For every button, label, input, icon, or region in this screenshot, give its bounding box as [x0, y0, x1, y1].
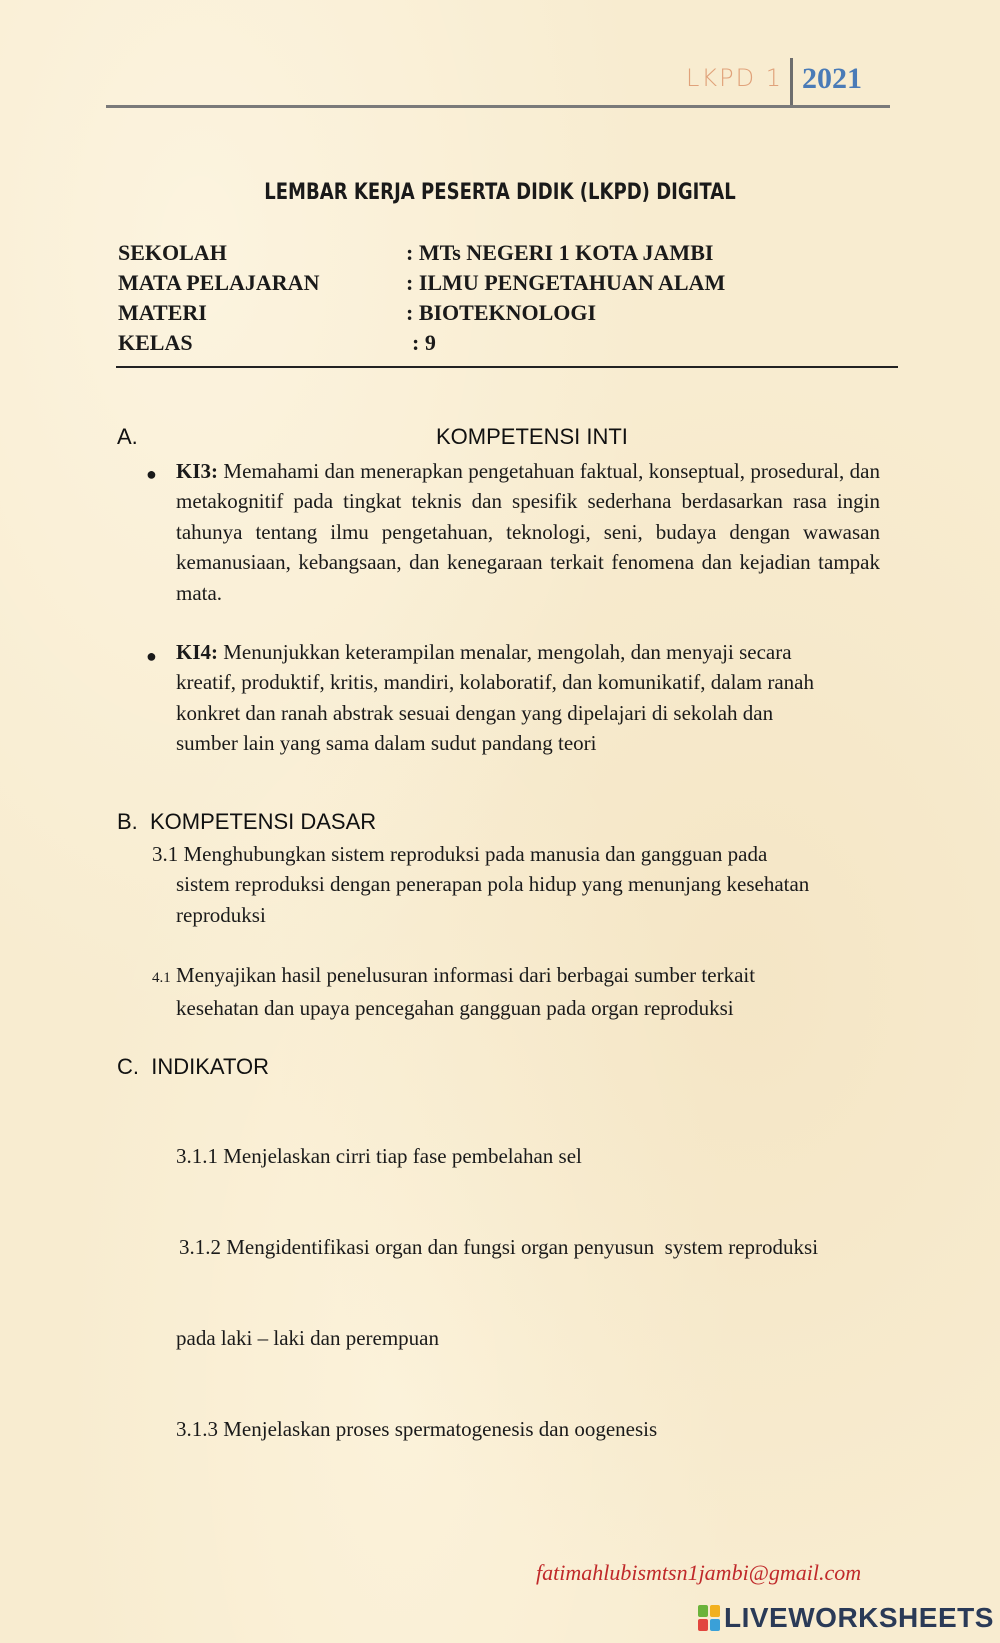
ki4-line: Menunjukkan keterampilan menalar, mengolah, dan menyaji secara: [223, 640, 792, 664]
kd-line: reproduksi: [176, 902, 266, 927]
kd-4-1-number: 4.1: [152, 970, 171, 986]
identity-label: MATA PELAJARAN: [118, 270, 320, 295]
kd-3-1: [152, 839, 809, 930]
identity-label: MATERI: [118, 300, 207, 325]
ki3-text: Memahami dan menerapkan pengetahuan faktual, konseptual, prosedural, dan metakognitif pada tingkat teknis dan spesifik sederhana berdasarkan rasa ingin tahunya tentang ilmu pengetahuan, teknologi, seni, budaya dengan wawasan kemanusiaan, kebangsaan, dan kenegaraan terkait fenomena dan kejadian tampak mata.: [176, 459, 880, 605]
ki4-label: KI4:: [176, 640, 218, 664]
indicator-item: pada laki – laki dan perempuan: [176, 1326, 439, 1351]
indicator-item: 3.1.1 Menjelaskan cirri tiap fase pembelahan sel: [176, 1143, 582, 1168]
kd-line: Menghubungkan sistem reproduksi pada manusia dan gangguan pada: [183, 842, 768, 866]
kd-line: sistem reproduksi dengan penerapan pola hidup yang menunjang kesehatan: [176, 872, 810, 897]
liveworksheets-text: LIVEWORKSHEETS: [724, 1602, 994, 1633]
identity-value: : ILMU PENGETAHUAN ALAM: [406, 270, 726, 295]
author-email: fatimahlubismtsn1jambi@gmail.com: [536, 1560, 862, 1585]
kd-line: Menyajikan hasil penelusuran informasi dari berbagai sumber terkait: [176, 963, 756, 987]
ki4-paragraph: [176, 637, 896, 759]
ki4-line: kreatif, produktif, kritis, mandiri, kolaboratif, dan komunikatif, dalam ranah: [176, 670, 814, 695]
header-year: 2021: [802, 62, 862, 95]
ki4-line: sumber lain yang sama dalam sudut pandang teori: [176, 731, 597, 756]
section-a-title: KOMPETENSI INTI: [436, 424, 628, 449]
ki3-paragraph: [176, 456, 880, 608]
header-rule: [106, 105, 890, 108]
bullet-icon: ●: [146, 464, 157, 484]
kd-4-1: [152, 960, 755, 1024]
identity-rule: [116, 366, 898, 368]
liveworksheets-logo-icon: [698, 1605, 720, 1631]
indicator-item: 3.1.3 Menjelaskan proses spermatogenesis dan oogenesis: [176, 1417, 658, 1442]
logo-square: [698, 1605, 708, 1617]
indicator-list: [176, 1080, 818, 1475]
ki4-line: konkret dan ranah abstrak sesuai dengan yang dipelajari di sekolah dan: [176, 700, 774, 725]
identity-value: : BIOTEKNOLOGI: [406, 300, 597, 325]
identity-label: KELAS: [118, 330, 193, 355]
bullet-icon: ●: [146, 646, 157, 666]
logo-square: [710, 1619, 720, 1631]
ki3-label: KI3:: [176, 459, 218, 483]
page-title: LEMBAR KERJA PESERTA DIDIK (LKPD) DIGITAL: [264, 180, 736, 205]
section-c-title: C. INDIKATOR: [117, 1054, 269, 1079]
indicator-item: 3.1.2 Mengidentifikasi organ dan fungsi organ penyusun system reproduksi: [179, 1235, 819, 1260]
identity-value: : 9: [412, 330, 436, 355]
logo-square: [710, 1605, 720, 1617]
logo-square: [698, 1619, 708, 1631]
header-label: LKPD 1: [686, 64, 783, 92]
kd-line: kesehatan dan upaya pencegahan gangguan pada organ reproduksi: [176, 996, 734, 1021]
kd-3-1-number: 3.1: [152, 842, 179, 866]
liveworksheets-brand[interactable]: [698, 1602, 994, 1634]
identity-value: : MTs NEGERI 1 KOTA JAMBI: [406, 240, 714, 265]
header-separator: [790, 58, 793, 108]
section-a-letter: A.: [117, 424, 138, 449]
identity-label: SEKOLAH: [118, 240, 227, 265]
section-b-title: B. KOMPETENSI DASAR: [117, 809, 377, 834]
